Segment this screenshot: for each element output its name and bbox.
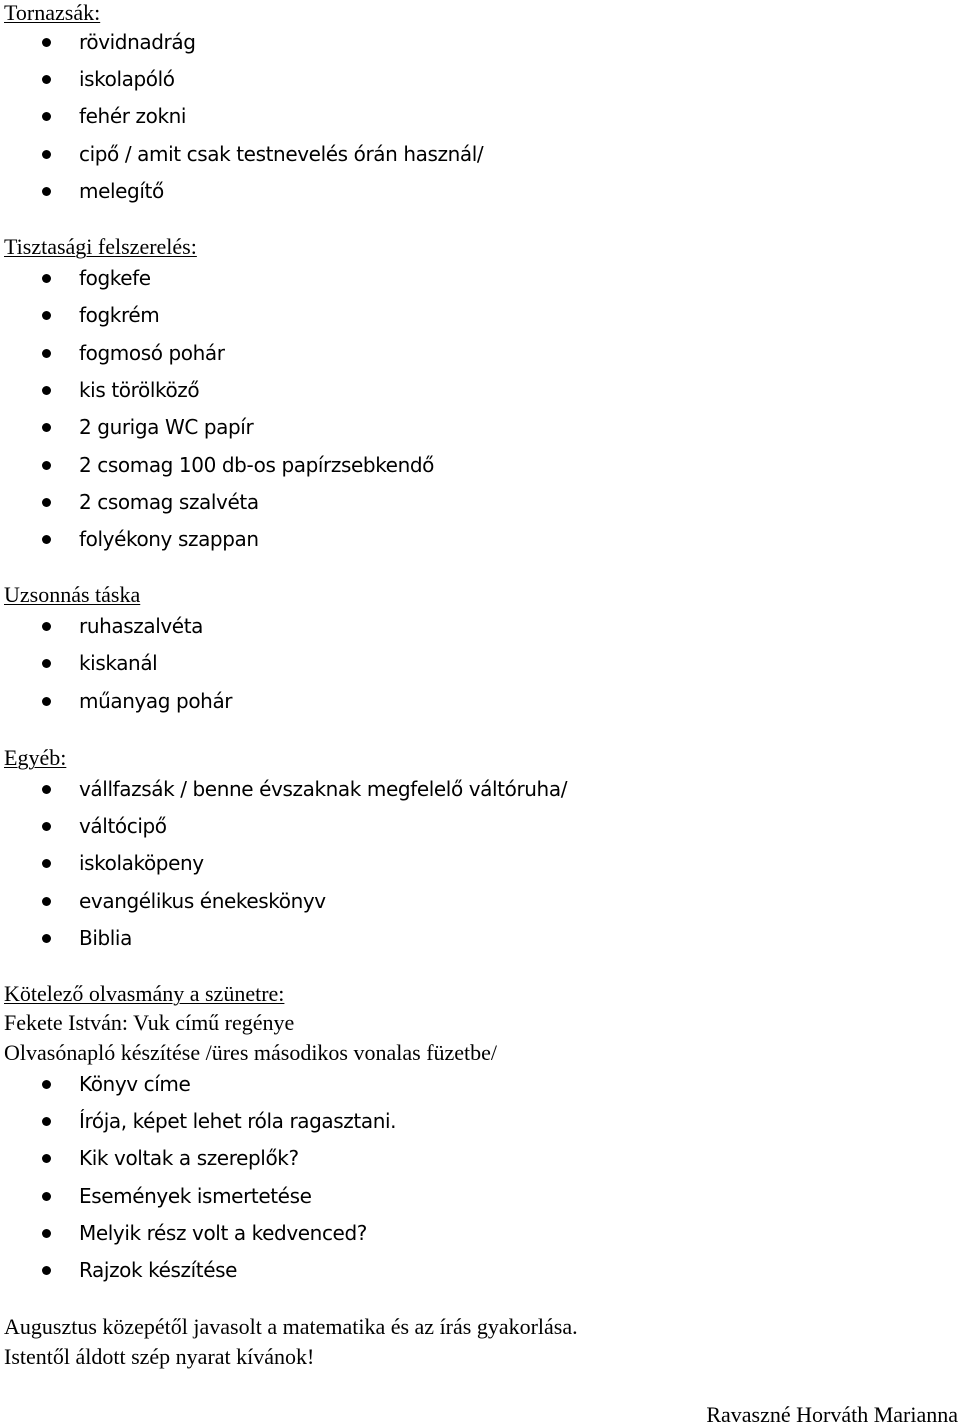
list-item: kis törölköző (0, 375, 900, 405)
list-item: Könyv címe (0, 1069, 900, 1099)
list-item: iskolaköpeny (0, 848, 900, 878)
bullet-icon (42, 1154, 51, 1163)
section-heading-uzsonnas: Uzsonnás táska (4, 582, 141, 607)
bullet-icon (42, 859, 51, 868)
closing-line-greeting: Istentől áldott szép nyarat kívánok! (4, 1344, 315, 1369)
bullet-icon (42, 622, 51, 631)
bullet-icon (42, 349, 51, 358)
list-item: váltócipő (0, 811, 900, 841)
bullet-icon (42, 187, 51, 196)
list-item: Kik voltak a szereplők? (0, 1143, 900, 1173)
list-item: Melyik rész volt a kedvenced? (0, 1218, 900, 1248)
bullet-icon (42, 150, 51, 159)
list-item: műanyag pohár (0, 686, 900, 716)
bullet-icon (42, 822, 51, 831)
bullet-icon (42, 1229, 51, 1238)
bullet-icon (42, 274, 51, 283)
bullet-icon (42, 785, 51, 794)
reading-journal-line: Olvasónapló készítése /üres másodikos vonalas füzetbe/ (4, 1040, 498, 1065)
section-heading-olvasmany: Kötelező olvasmány a szünetre: (4, 981, 285, 1006)
list-item: 2 guriga WC papír (0, 412, 900, 442)
section-heading-egyeb: Egyéb: (4, 745, 67, 770)
bullet-icon (42, 1192, 51, 1201)
bullet-icon (42, 1266, 51, 1275)
list-item: fehér zokni (0, 101, 900, 131)
bullet-icon (42, 535, 51, 544)
bullet-icon (42, 423, 51, 432)
bullet-icon (42, 112, 51, 121)
list-item: fogkefe (0, 263, 900, 293)
bullet-icon (42, 75, 51, 84)
list-item: Események ismertetése (0, 1181, 900, 1211)
bullet-icon (42, 38, 51, 47)
bullet-icon (42, 1117, 51, 1126)
bullet-icon (42, 498, 51, 507)
bullet-icon (42, 897, 51, 906)
list-item: melegítő (0, 176, 900, 206)
section-heading-tisztasagi: Tisztasági felszerelés: (4, 234, 197, 259)
list-item: ruhaszalvéta (0, 611, 900, 641)
list-item: 2 csomag szalvéta (0, 487, 900, 517)
book-title-line: Fekete István: Vuk című regénye (4, 1010, 295, 1035)
section-heading-torna: Tornazsák: (4, 0, 101, 25)
list-item: fogmosó pohár (0, 338, 900, 368)
list-item: fogkrém (0, 300, 900, 330)
list-item: Biblia (0, 923, 900, 953)
list-item: Írója, képet lehet róla ragasztani. (0, 1106, 900, 1136)
list-item: iskolapóló (0, 64, 900, 94)
list-item: vállfazsák / benne évszaknak megfelelő váltóruha/ (0, 774, 900, 804)
bullet-icon (42, 697, 51, 706)
bullet-icon (42, 311, 51, 320)
bullet-icon (42, 934, 51, 943)
list-item: rövidnadrág (0, 27, 900, 57)
bullet-icon (42, 659, 51, 668)
list-item: cipő / amit csak testnevelés órán használ/ (0, 139, 900, 169)
list-item: 2 csomag 100 db-os papírzsebkendő (0, 450, 900, 480)
list-item: evangélikus énekeskönyv (0, 886, 900, 916)
signature: Ravaszné Horváth Marianna (706, 1402, 958, 1427)
list-item: folyékony szappan (0, 524, 900, 554)
closing-line-practice: Augusztus közepétől javasolt a matematika és az írás gyakorlása. (4, 1314, 578, 1339)
bullet-icon (42, 1080, 51, 1089)
bullet-icon (42, 386, 51, 395)
list-item: kiskanál (0, 648, 900, 678)
bullet-icon (42, 461, 51, 470)
list-item: Rajzok készítése (0, 1255, 900, 1285)
